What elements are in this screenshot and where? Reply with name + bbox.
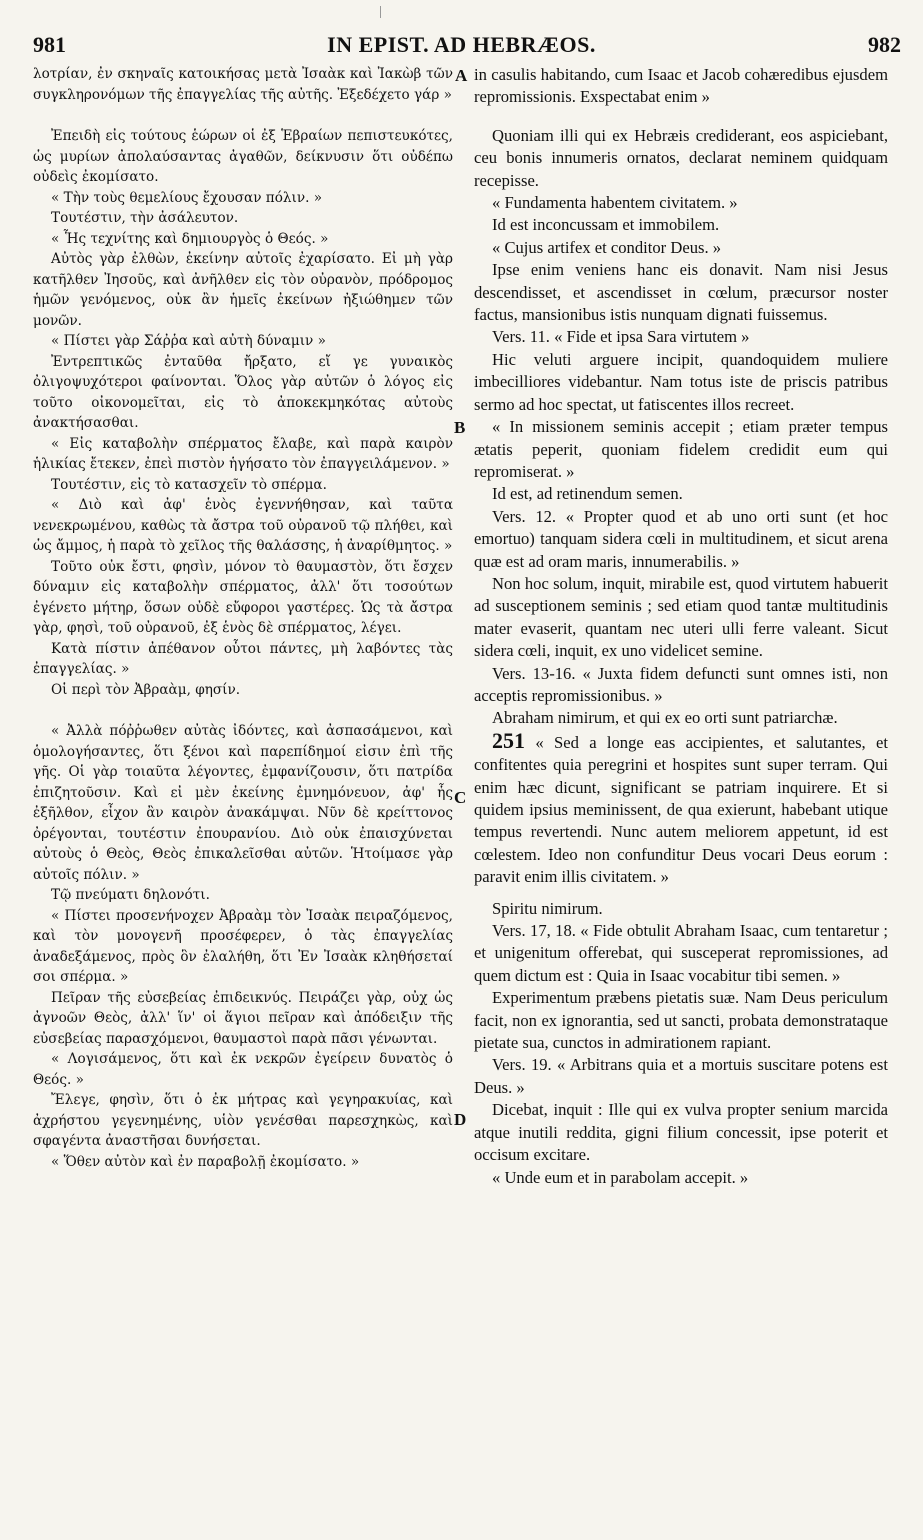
latin-column <box>474 64 888 1189</box>
greek-paragraph: « Πίστει προσενήνοχεν Ἀβραὰμ τὸν Ἰσαὰκ πειραζόμενος, καὶ τὸν μονογενῆ προσέφερεν, ὁ τὰς ἐπαγγελίας ἀναδεξάμενος, πρὸς ὃν ἐλαλήθη, ὅτι Ἐν Ἰσαὰκ κληθήσεταί σοι σπέρμα. » <box>33 907 453 985</box>
latin-paragraph: « Unde eum et in parabolam accepit. » <box>492 1167 749 1187</box>
greek-paragraph: Τουτέστιν, τὴν ἀσάλευτον. <box>51 210 239 226</box>
greek-paragraph: Ἐπειδὴ εἰς τούτους ἑώρων οἱ ἐξ Ἑβραίων πεπιστευκότες, ὡς μυρίων ἀπολαύσαντας ἀγαθῶν, δείκνυσιν ὅτι οὐδέπω οὐδεὶς ἐκομίσατο. <box>33 128 453 185</box>
greek-paragraph: Πεῖραν τῆς εὐσεβείας ἐπιδεικνύς. Πειράζει γὰρ, οὐχ ὡς ἀγνοῶν Θεὸς, ἀλλ' ἵν' οἱ ἅγιοι πεῖραν καὶ ἀπόδειξιν τῆς εὐσεβείας παρασχόμενοι, θαυμαστοὶ παρὰ πᾶσι γένωνται. <box>33 989 453 1047</box>
greek-paragraph: λοτρίαν, ἐν σκηναῖς κατοικήσας μετὰ Ἰσαὰκ καὶ Ἰακὼβ τῶν συγκληρονόμων τῆς ἐπαγγελίας τῆς αὐτῆς. Ἐξεδέχετο γάρ » <box>33 66 453 103</box>
running-head-title: IN EPIST. AD HEBRÆOS. <box>327 32 596 57</box>
latin-paragraph: Experimentum præbens pietatis suæ. Nam Deus periculum facit, non ex ignorantia, sed ut sancti, probata demonstrataque pietate sua, cunctos in admirationem rapiant. <box>474 988 888 1053</box>
greek-paragraph: « Ἧς τεχνίτης καὶ δημιουργὸς ὁ Θεός. » <box>51 230 329 247</box>
latin-verse-heading: Vers. 11. « Fide et ipsa Sara virtutem » <box>492 327 750 347</box>
latin-paragraph-with-column-number <box>474 727 889 889</box>
greek-paragraph: Ἔλεγε, φησὶν, ὅτι ὁ ἐκ μήτρας καὶ γεγηρακυίας, καὶ ἀχρήστου γεγενημένης, υἱὸν γενέσθαι παρεσχηκὼς, καὶ σφαγέντα ἀναστῆσαι δυνήσεται. <box>33 1092 453 1149</box>
latin-paragraph: « Fundamenta habentem civitatem. » <box>492 193 738 213</box>
latin-paragraph: Abraham nimirum, et qui ex eo orti sunt patriarchæ. <box>492 708 838 728</box>
latin-paragraph: Spiritu nimirum. <box>492 898 603 918</box>
latin-paragraph: Non hoc solum, inquit, mirabile est, quod virtutem habuerit ad susceptionem seminis ; sed etiam quod tantæ multitudinis mater evaserit, quantam nec uteri ulli ferre valeant. Sicut sidera cœli, inquit, ex uno videlicet semine. <box>474 573 888 661</box>
greek-paragraph: « Πίστει γὰρ Σάῤῥα καὶ αὐτὴ δύναμιν » <box>51 333 326 349</box>
greek-column <box>33 64 453 1172</box>
greek-paragraph: Ἐντρεπτικῶς ἐνταῦθα ἤρξατο, εἴ γε γυναικὸς ὀλιγοψυχότεροι φαίνονται. Ὅλος γὰρ αὐτῶν ὁ λόγος εἰς τοῦτο οἰκονομεῖται, εἰς τὸ ἀποκεκμηκότας αὐτοὺς ἀνακτήσασθαι. <box>33 353 453 431</box>
greek-paragraph: Αὐτὸς γὰρ ἐλθὼν, ἐκείνην αὐτοῖς ἐχαρίσατο. Εἰ μὴ γὰρ κατῆλθεν Ἰησοῦς, καὶ ἀνῆλθεν εἰς τὸν οὐρανὸν, πρόδρομος ἡμῶν γενόμενος, οὐκ ἂν ἡμεῖς ἐκείνων ἠξιώθημεν τῶν μονῶν. <box>33 251 453 329</box>
latin-paragraph: Hic veluti arguere incipit, quandoquidem muliere imbecilliores videbantur. Nam totus iste de priscis patribus sermo ad hoc spectat, ut fatiscentes illos recreet. <box>474 349 888 414</box>
greek-paragraph: « Λογισάμενος, ὅτι καὶ ἐκ νεκρῶν ἐγείρειν δυνατὸς ὁ Θεός. » <box>33 1051 453 1088</box>
greek-paragraph: « Διὸ καὶ ἀφ' ἑνὸς ἐγεννήθησαν, καὶ ταῦτα νενεκρωμένου, καθὼς τὰ ἄστρα τοῦ οὐρανοῦ τῷ πλήθει, καὶ ὡς ἄμμος, ἡ παρὰ τὸ χεῖλος τῆς θαλάσσης, ἡ ἀναρίθμητος. » <box>33 497 453 554</box>
latin-paragraph: Ipse enim veniens hanc eis donavit. Nam nisi Jesus descendisset, et ascendisset in cœlum, præcursor noster factus, mansionibus istis nunquam dignati fuissemus. <box>474 260 888 325</box>
page-number-left: 981 <box>33 32 66 57</box>
greek-paragraph: Τοῦτο οὐκ ἔστι, φησὶν, μόνον τὸ θαυμαστὸν, ὅτι ἔσχεν δύναμιν εἰς καταβολὴν σπέρματος, ἀλλ' ὅτι τοσούτων ἐγένετο μήτηρ, ὅσων οὐδὲ εὔφοροι γαστέρες. Ὡς τὰ ἄστρα γὰρ, φησὶ, τοῦ οὐρανοῦ, ἐξ ἑνὸς δὲ σπέρματος, λέγει. <box>33 558 453 636</box>
greek-paragraph: « Ὅθεν αὐτὸν καὶ ἐν παραβολῇ ἐκομίσατο. » <box>51 1153 360 1170</box>
latin-paragraph: Id est, ad retinendum semen. <box>492 484 683 504</box>
print-mark <box>380 6 381 18</box>
margin-letter-c: C <box>454 788 467 807</box>
latin-verse-heading: Vers. 17, 18. « Fide obtulit Abraham Isaac, cum tentaretur ; et unigenitum offerebat, qui susceperat repromissiones, ad quem dictum est : Quia in Isaac vocabitur tibi semen. » <box>474 921 888 985</box>
greek-paragraph: Τουτέστιν, εἰς τὸ κατασχεῖν τὸ σπέρμα. <box>51 476 327 493</box>
greek-paragraph: Οἱ περὶ τὸν Ἀβραὰμ, φησίν. <box>51 681 241 698</box>
margin-letter-a: A <box>455 66 468 85</box>
latin-verse-heading: Vers. 12. « Propter quod et ab uno orti sunt (et hoc emortuo) tanquam sidera cœli in multitudinem, et sicut arena quæ est ad oram maris, innumerabilis. » <box>474 506 888 571</box>
latin-paragraph: Id est inconcussam et immobilem. <box>492 215 720 235</box>
greek-paragraph: « Εἰς καταβολὴν σπέρματος ἔλαβε, καὶ παρὰ καιρὸν ἡλικίας ἔτεκεν, ἐπεὶ πιστὸν ἡγήσατο τὸν ἐπαγγειλάμενον. » <box>33 435 453 472</box>
latin-paragraph: « In missionem seminis accepit ; etiam præter tempus ætatis peperit, quoniam fidelem credidit eum qui repromiserat. » <box>474 417 888 481</box>
latin-paragraph: Dicebat, inquit : Ille qui ex vulva propter senium marcida atque inutili reddita, gigni filium concessit, ipse poterit et occisum excitare. <box>474 1100 888 1165</box>
greek-paragraph: « Ἀλλὰ πόῤῥωθεν αὐτὰς ἰδόντες, καὶ ἀσπασάμενοι, καὶ ὁμολογήσαντες, ὅτι ξένοι καὶ παρεπίδημοί εἰσιν ἐπὶ τῆς γῆς. Οἱ γὰρ τοιαῦτα λέγοντες, ἐμφανίζουσιν, ὅτι πατρίδα ἐπιζητοῦσιν. Καὶ εἰ μὲν ἐκείνης ἐμνημόνευον, ἀφ' ἧς ἐξῆλθον, εἶχον ἂν καιρὸν ἀνακάμψαι. Νῦν δὲ κρείττονος ὀρέγονται, τουτέστιν ἐπουρανίου. Διὸ οὐκ ἐπαισχύνεται αὐτοὺς ὁ Θεὸς, Θεὸς ἐπικαλεῖσθαι αὐτῶν. Ἡτοίμασε γὰρ αὐτοῖς πόλιν. » <box>33 723 453 883</box>
page-number-right: 982 <box>868 32 901 57</box>
latin-paragraph-text: « Sed a longe eas accipientes, et salutantes, et confitentes quia peregrini et hospites sunt super terram. Qui enim hæc dicunt, significant se patriam inquirere. Et si quidem ipsius meminissent, de qua exierunt, habebant utique tempus revertendi. Nunc autem meliorem appetunt, id est cœlestem. Ideo non confunditur Deus vocari Deus eorum : paravit enim illis civitatem. » <box>474 732 889 887</box>
column-number: 251 <box>492 727 525 753</box>
page-header <box>0 0 923 70</box>
greek-paragraph: « Τὴν τοὺς θεμελίους ἔχουσαν πόλιν. » <box>51 189 323 206</box>
latin-paragraph: in casulis habitando, cum Isaac et Jacob cohæredibus ejusdem repromissionis. Exspectabat enim » <box>474 65 888 107</box>
latin-paragraph: Quoniam illi qui ex Hebræis crediderant, eos aspiciebant, ceu bonis innumeris ornatos, declarat neminem quidquam recepisse. <box>474 125 888 190</box>
greek-paragraph: Κατὰ πίστιν ἀπέθανον οὗτοι πάντες, μὴ λαβόντες τὰς ἐπαγγελίας. » <box>33 640 453 677</box>
latin-verse-heading: Vers. 13-16. « Juxta fidem defuncti sunt omnes isti, non acceptis repromissionibus. » <box>474 663 888 705</box>
latin-verse-heading: Vers. 19. « Arbitrans quia et a mortuis suscitare potens est Deus. » <box>474 1055 888 1097</box>
margin-letter-d: D <box>454 1110 467 1129</box>
latin-paragraph: « Cujus artifex et conditor Deus. » <box>492 237 722 257</box>
greek-paragraph: Τῷ πνεύματι δηλονότι. <box>51 887 210 903</box>
margin-letter-b: B <box>454 418 466 437</box>
